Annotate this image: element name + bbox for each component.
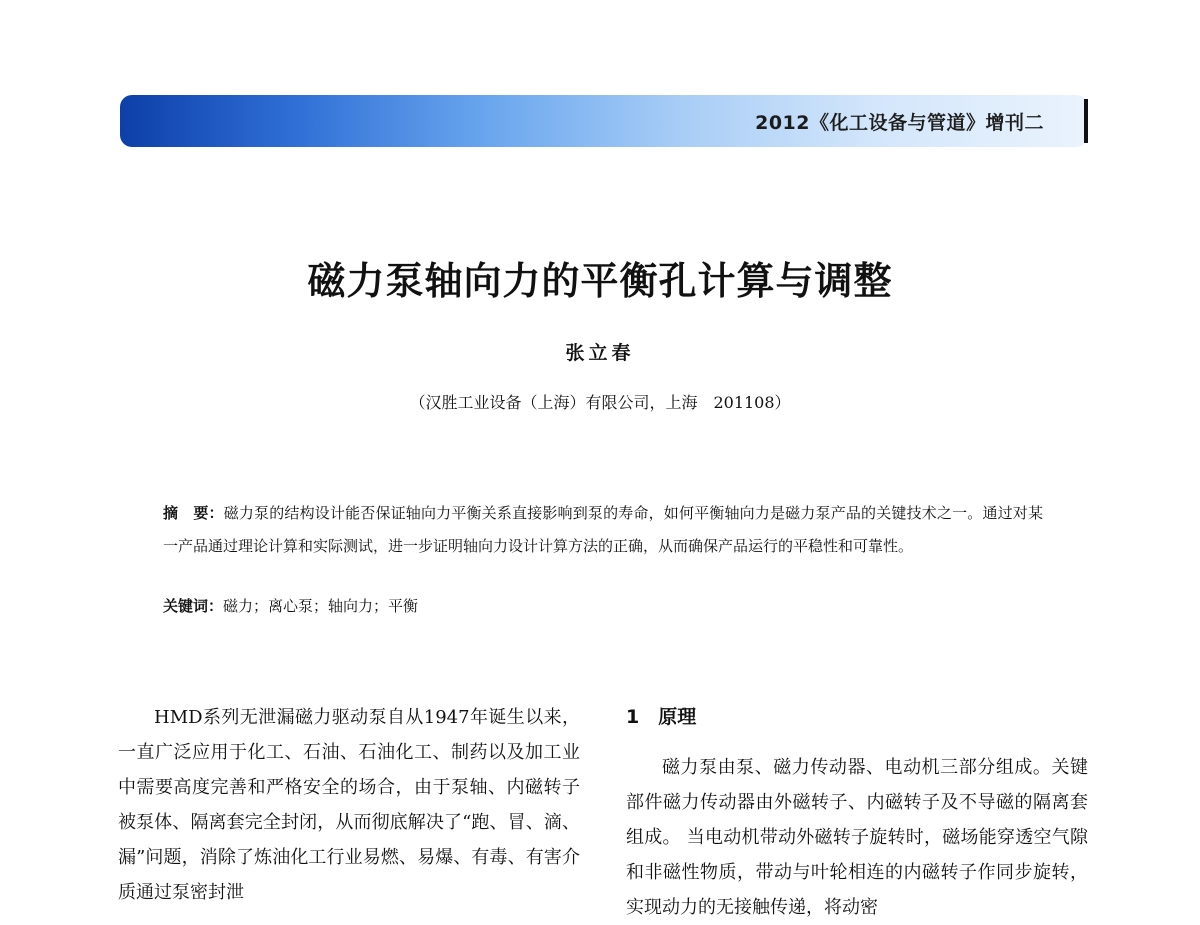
- intro-paragraph: HMD系列无泄漏磁力驱动泵自从1947年诞生以来，一直广泛应用于化工、石油、石油化工、制药以及加工业中需要高度完善和严格安全的场合，由于泵轴、内磁转子被泵体、隔离套完全封闭，从而彻底解决了“跑、冒、滴、漏”问题，消除了炼油化工行业易燃、易爆、有毒、有害介质通过泵密封泄: [118, 707, 580, 903]
- body-column-left: [118, 700, 580, 910]
- keywords-text: 磁力；离心泵；轴向力；平衡: [223, 597, 419, 615]
- abstract-text: 磁力泵的结构设计能否保证轴向力平衡关系直接影响到泵的寿命，如何平衡轴向力是磁力泵产品的关键技术之一。通过对某一产品通过理论计算和实际测试，进一步证明轴向力设计计算方法的正确，从而确保产品运行的平稳性和可靠性。: [163, 504, 1043, 555]
- principle-paragraph: 磁力泵由泵、磁力传动器、电动机三部分组成。关键部件磁力传动器由外磁转子、内磁转子及不导磁的隔离套组成。 当电动机带动外磁转子旋转时，磁场能穿透空气隙和非磁性物质，带动与叶轮相连的内磁转子作同步旋转，实现动力的无接触传递，将动密: [626, 757, 1088, 918]
- journal-header-banner: [120, 95, 1088, 147]
- journal-issue-label: 2012《化工设备与管道》增刊二: [755, 112, 1044, 134]
- abstract-block: [163, 497, 1043, 563]
- author-affiliation: （汉胜工业设备（上海）有限公司，上海 201108）: [409, 393, 791, 412]
- keywords-block: [163, 592, 1043, 620]
- article-title: 磁力泵轴向力的平衡孔计算与调整: [307, 259, 893, 303]
- section-heading: 1 原理: [626, 706, 697, 728]
- keywords-label: 关键词：: [163, 597, 224, 615]
- abstract-label: 摘 要：: [163, 504, 224, 522]
- article-author: 张立春: [565, 342, 635, 364]
- body-column-right: [626, 700, 1088, 925]
